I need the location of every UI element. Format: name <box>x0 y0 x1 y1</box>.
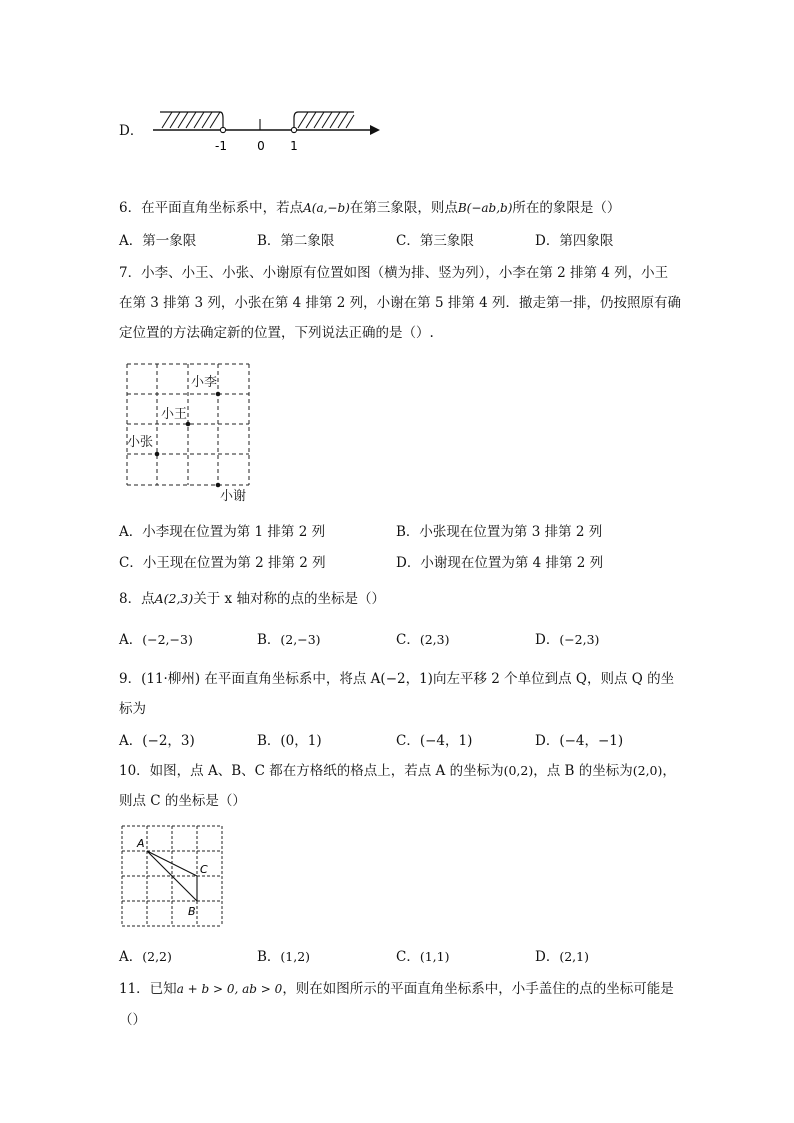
q10-option-c[interactable] <box>396 945 449 965</box>
question-7-line-1: 7．小李、小王、小张、小谢原有位置如图（横为排、竖为列），小李在第 2 排第 4 列，小王 <box>119 265 669 281</box>
q7-option-d[interactable]: D．小谢现在位置为第 4 排第 2 列 <box>396 555 604 571</box>
q8-text-b: 关于 x 轴对称的点的坐标是（） <box>193 591 385 607</box>
q10-text-a: 10．如图，点 A、B、C 都在方格纸的格点上，若点 A 的坐标为 <box>119 763 504 779</box>
q10-option-c-value: (1,1) <box>419 949 450 964</box>
point-xiaowang <box>186 422 191 427</box>
axis-arrow <box>370 125 380 135</box>
q8-text-a: 8．点 <box>119 591 155 607</box>
number-line-figure <box>148 106 384 156</box>
q10-option-a-label: A． <box>119 949 143 965</box>
q10-option-c-label: C． <box>396 949 420 965</box>
q10-text-c: ， <box>662 763 676 779</box>
q10-option-d-label: D． <box>535 949 560 965</box>
q10-text-b: ，点 B 的坐标为 <box>533 763 633 779</box>
question-10-line-1 <box>119 759 676 779</box>
vertex-label-b: B <box>188 905 196 918</box>
tick-label-zero: 0 <box>257 139 265 153</box>
q6-text-c: 所在的象限是（） <box>512 200 621 216</box>
q10-option-d-value: (2,1) <box>559 949 589 964</box>
q10-option-b-label: B． <box>257 949 281 965</box>
option-d-label: D． <box>119 123 144 139</box>
q8-option-a-value: (−2,−3) <box>142 632 193 647</box>
q8-option-c[interactable] <box>396 628 449 648</box>
point-xiaoxie <box>216 483 221 488</box>
q7-option-b[interactable]: B．小张现在位置为第 3 排第 2 列 <box>396 524 603 540</box>
open-circle-right <box>291 127 296 132</box>
q8-option-d-label: D． <box>535 632 560 648</box>
question-9-line-1: 9．(11·柳州) 在平面直角坐标系中，将点 A(−2，1)向左平移 2 个单位到点 Q，则点 Q 的坐 <box>119 671 675 687</box>
q6-point-b: B(−ab,b) <box>457 201 513 215</box>
q10-option-b-value: (1,2) <box>280 949 311 964</box>
q10-coord-a: (0,2) <box>503 763 534 778</box>
q8-option-b[interactable] <box>257 628 321 648</box>
q8-option-d[interactable] <box>535 628 599 648</box>
question-7-line-2: 在第 3 排第 3 列，小张在第 4 排第 2 列，小谢在第 5 排第 4 列．撤走第一排，仍按照原有确 <box>119 295 682 311</box>
q7-option-a[interactable]: A．小李现在位置为第 1 排第 2 列 <box>119 524 326 540</box>
vertex-label-c: C <box>200 863 208 876</box>
q9-option-c[interactable]: C．(−4，1) <box>396 733 473 749</box>
q10-coord-b: (2,0) <box>632 763 663 778</box>
q6-text-b: 在第三象限，则点 <box>349 200 458 216</box>
left-shaded-region <box>160 112 223 128</box>
q10-option-d[interactable] <box>535 945 589 965</box>
q8-option-b-value: (2,−3) <box>280 632 321 647</box>
label-xiaowang: 小王 <box>161 407 188 422</box>
q8-option-a[interactable] <box>119 628 193 648</box>
q6-text-a: 6．在平面直角坐标系中，若点 <box>119 200 304 216</box>
question-7-line-3: 定位置的方法确定新的位置，下列说法正确的是（）. <box>119 325 434 341</box>
q11-condition: a + b > 0, ab > 0 <box>176 982 283 996</box>
q8-option-c-label: C． <box>396 632 420 648</box>
q10-option-a[interactable] <box>119 945 172 965</box>
q8-option-b-label: B． <box>257 632 281 648</box>
q11-text-b: ，则在如图所示的平面直角坐标系中，小手盖住的点的坐标可能是 <box>282 981 674 997</box>
point-xiaozhang <box>155 452 160 457</box>
q10-option-a-value: (2,2) <box>142 949 172 964</box>
tick-label-minus-one: -1 <box>215 139 227 153</box>
question-10-line-2: 则点 C 的坐标是（） <box>119 793 246 809</box>
q6-option-a[interactable]: A．第一象限 <box>119 233 197 249</box>
q9-option-b[interactable]: B．(0，1) <box>257 733 322 749</box>
label-xiaozhang: 小张 <box>127 435 154 450</box>
q8-option-a-label: A． <box>119 632 143 648</box>
question-6-stem <box>119 196 620 216</box>
q7-option-c[interactable]: C．小王现在位置为第 2 排第 2 列 <box>119 555 326 571</box>
q9-option-d[interactable]: D．(−4，−1) <box>535 733 624 749</box>
q8-option-c-value: (2,3) <box>419 632 450 647</box>
q8-option-d-value: (−2,3) <box>559 632 600 647</box>
right-shaded-region <box>294 112 354 128</box>
q6-option-c[interactable]: C．第三象限 <box>396 233 474 249</box>
q10-option-b[interactable] <box>257 945 310 965</box>
point-xiaoli <box>216 392 221 397</box>
tick-label-one: 1 <box>290 139 298 153</box>
label-xiaoli: 小李 <box>191 375 218 390</box>
q11-text-a: 11．已知 <box>119 981 177 997</box>
label-xiaoxie: 小谢 <box>220 489 247 504</box>
question-11-line-1 <box>119 977 674 997</box>
q8-point: A(2,3) <box>154 591 194 606</box>
q6-option-b[interactable]: B．第二象限 <box>257 233 335 249</box>
q9-option-a[interactable]: A．(−2，3) <box>119 733 195 749</box>
seat-grid-figure <box>120 358 260 506</box>
question-8-stem <box>119 587 385 607</box>
question-9-line-2: 标为 <box>119 701 146 717</box>
vertex-label-a: A <box>137 837 145 850</box>
q6-point-a: A(a,−b) <box>303 201 350 215</box>
open-circle-left <box>220 127 225 132</box>
grid-triangle-figure <box>118 823 228 931</box>
q6-option-d[interactable]: D．第四象限 <box>535 233 614 249</box>
question-11-line-2: （） <box>119 1012 146 1028</box>
